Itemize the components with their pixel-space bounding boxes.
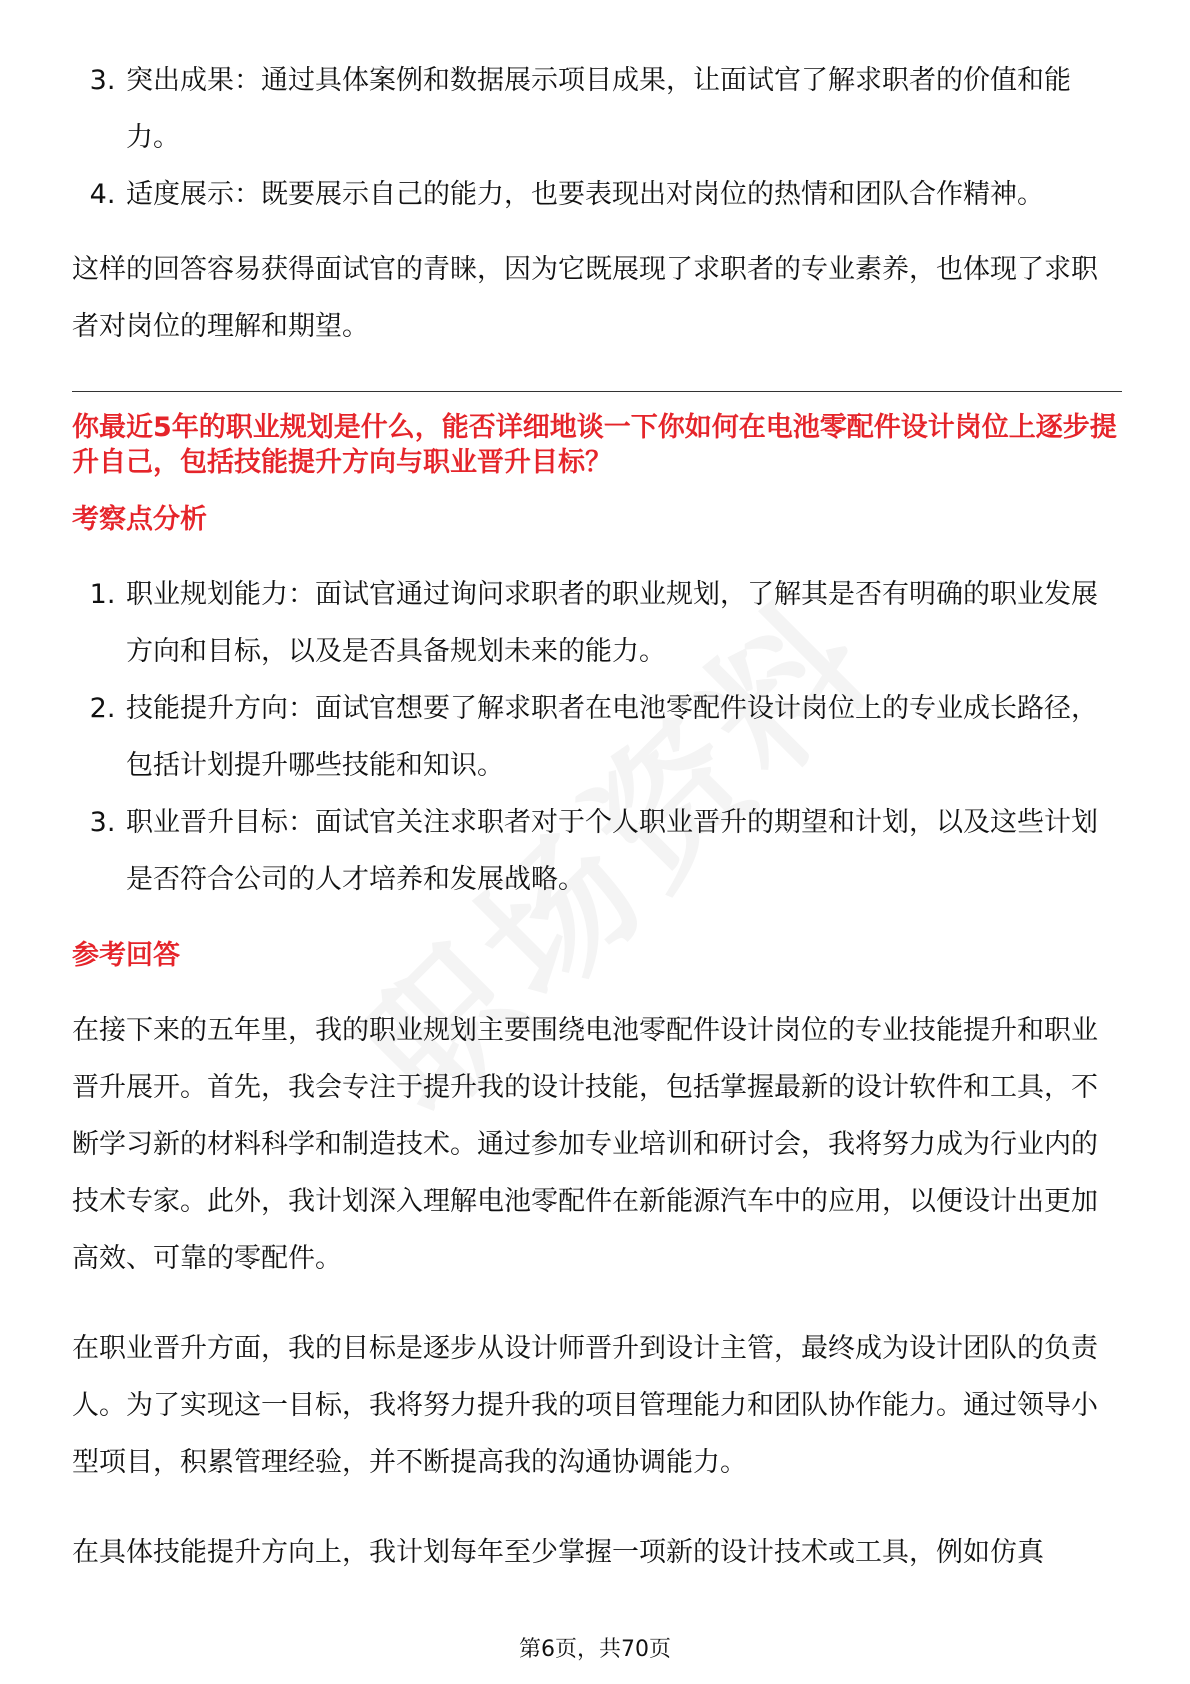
intro-list (72, 52, 1122, 223)
question-heading: 你最近5年的职业规划是什么，能否详细地谈一下你如何在电池零配件设计岗位上逐步提升自己，包括技能提升方向与职业晋升目标？ (72, 412, 1117, 478)
answer-heading: 参考回答 (72, 940, 180, 971)
intro-paragraph: 这样的回答容易获得面试官的青睐，因为它既展现了求职者的专业素养，也体现了求职者对岗位的理解和期望。 (72, 254, 1098, 342)
answer-paragraph: 在职业晋升方面，我的目标是逐步从设计师晋升到设计主管，最终成为设计团队的负责人。为了实现这一目标，我将努力提升我的项目管理能力和团队协作能力。通过领导小型项目，积累管理经验，并不断提高我的沟通协调能力。 (72, 1333, 1098, 1478)
analysis-list (72, 566, 1122, 908)
list-item: 3. 职业晋升目标：面试官关注求职者对于个人职业晋升的期望和计划，以及这些计划是否符合公司的人才培养和发展战略。 (124, 794, 1122, 908)
answer-paragraph: 在接下来的五年里，我的职业规划主要围绕电池零配件设计岗位的专业技能提升和职业晋升展开。首先，我会专注于提升我的设计技能，包括掌握最新的设计软件和工具，不断学习新的材料科学和制造技术。通过参加专业培训和研讨会，我将努力成为行业内的技术专家。此外，我计划深入理解电池零配件在新能源汽车中的应用，以便设计出更加高效、可靠的零配件。 (72, 1015, 1098, 1274)
list-item: 1. 职业规划能力：面试官通过询问求职者的职业规划，了解其是否有明确的职业发展方向和目标，以及是否具备规划未来的能力。 (124, 566, 1122, 680)
answer-paragraph: 在具体技能提升方向上，我计划每年至少掌握一项新的设计技术或工具，例如仿真 (72, 1537, 1044, 1568)
page-number: 第6页，共70页 (519, 1637, 671, 1662)
list-item: 3. 突出成果：通过具体案例和数据展示项目成果，让面试官了解求职者的价值和能力。 (124, 52, 1122, 166)
list-item: 2. 技能提升方向：面试官想要了解求职者在电池零配件设计岗位上的专业成长路径，包括计划提升哪些技能和知识。 (124, 680, 1122, 794)
list-item: 4. 适度展示：既要展示自己的能力，也要表现出对岗位的热情和团队合作精神。 (124, 166, 1122, 223)
section-divider (72, 391, 1122, 392)
analysis-heading: 考察点分析 (72, 504, 207, 535)
page-content (72, 52, 1122, 1581)
